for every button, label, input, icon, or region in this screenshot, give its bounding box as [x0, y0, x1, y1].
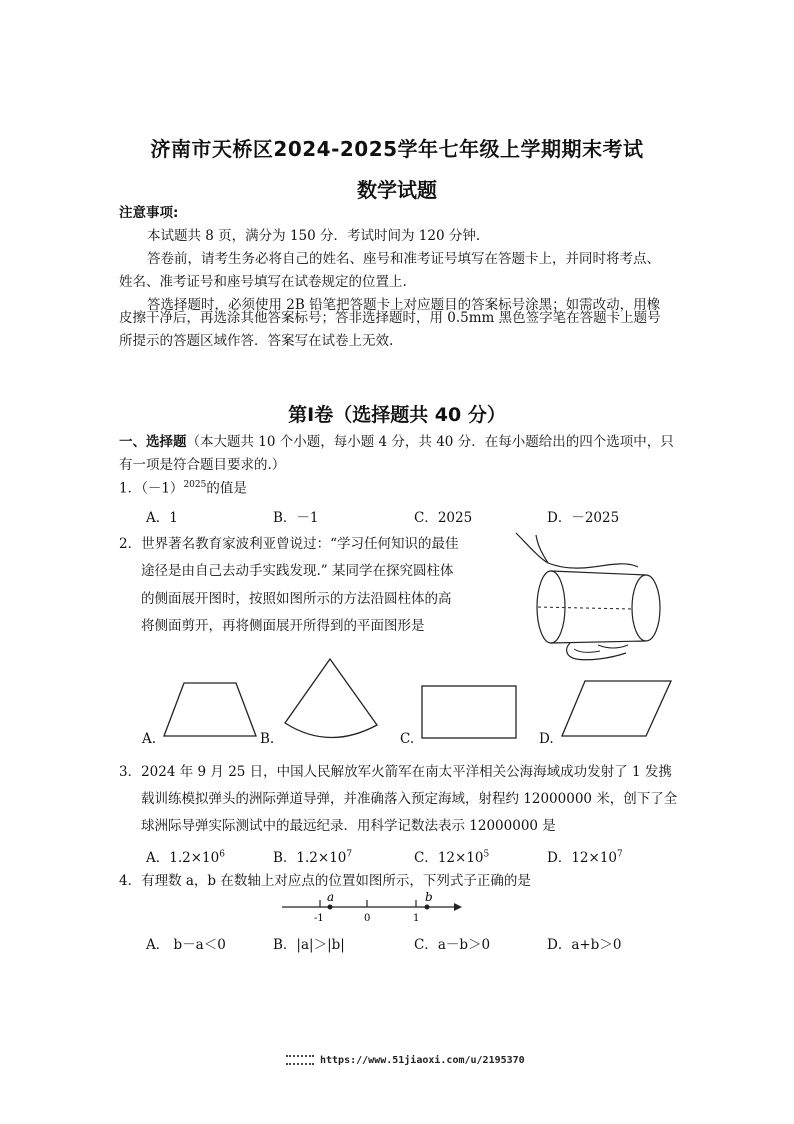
q1-prefix: 1．（－1）	[119, 480, 184, 497]
part-title: 第Ⅰ卷（选择题共 40 分）	[288, 404, 506, 426]
q2-option-b: B.	[260, 731, 275, 747]
q2-line: 途径是由自己去动手实践发现.” 某同学在探究圆柱体	[141, 563, 454, 579]
point-label-b: b	[425, 890, 433, 904]
notice-line: 所提示的答题区域作答．答案写在试卷上无效.	[119, 333, 394, 349]
page-subtitle: 数学试题	[357, 178, 437, 202]
q1-option-b: B．－1	[273, 510, 319, 526]
notice-line: 姓名、准考证号和座号填写在试卷规定的位置上.	[119, 274, 407, 290]
tick-label-minus1: -1	[314, 913, 324, 924]
notice-line: 皮擦干净后，再选涂其他答案标号；答非选择题时，用 0.5mm 黑色签字笔在答题卡上题号	[119, 310, 661, 326]
q3-option-b: B．$1.2\times 10^7$	[273, 849, 353, 866]
tick-label-1: 1	[413, 913, 420, 924]
question-1	[119, 481, 247, 496]
section-desc-line2: 有一项是符合题目要求的.）	[119, 457, 286, 473]
q3-option-c: C．$12\times 10^5$	[414, 849, 490, 866]
logo-icon	[286, 1055, 314, 1065]
q2-line: 将侧面剪开，再将侧面展开所得到的平面图形是	[141, 618, 425, 634]
notice-line: 答卷前，请考生务必将自己的姓名、座号和准考证号填写在答题卡上，并同时将考点、	[147, 251, 660, 267]
number-line	[280, 890, 470, 926]
q2-option-c: C.	[400, 731, 415, 747]
q2-option-a: A.	[142, 731, 157, 747]
parallelogram-icon	[560, 678, 675, 742]
section-label: 一、选择题	[119, 434, 187, 450]
trapezoid-icon	[160, 680, 260, 740]
q3-option-d: D．$12\times 10^7$	[547, 849, 623, 866]
rectangle-icon	[420, 684, 520, 744]
q4-text: 4．有理数 a，b 在数轴上对应点的位置如图所示，下列式子正确的是	[119, 873, 531, 889]
q1-suffix: 的值是	[206, 480, 247, 497]
section-desc: （本大题共 10 个小题，每小题 4 分，共 40 分．在每小题给出的四个选项中，只	[186, 434, 674, 450]
q2-line: 2．世界著名教育家波利亚曾说过：“学习任何知识的最佳	[119, 536, 459, 552]
q2-option-d: D.	[539, 731, 554, 747]
sector-icon	[283, 657, 383, 737]
q4-option-b: B．|a|＞|b|	[273, 937, 345, 953]
footer-url: https://www.51jiaoxi.com/u/2195370	[320, 1055, 525, 1066]
q3-line: 载训练模拟弹头的洲际弹道导弹，并准确落入预定海域，射程约 12000000 米，创下了全	[141, 791, 678, 807]
q1-option-d: D．－2025	[547, 510, 620, 526]
footer-link[interactable]	[286, 1055, 525, 1066]
q2-line: 的侧面展开图时，按照如图所示的方法沿圆柱体的高	[141, 591, 452, 607]
page-title: 济南市天桥区2024-2025学年七年级上学期期末考试	[150, 137, 644, 161]
q1-option-a: A．1	[146, 510, 178, 526]
q3-option-a: A．$1.2\times 10^6$	[146, 849, 225, 866]
notice-line: 答选择题时，必须使用 2B 铅笔把答题卡上对应题目的答案标号涂黑；如需改动，用橡	[147, 297, 661, 313]
point-label-a: a	[327, 890, 335, 904]
q4-option-a: A． b－a＜0	[146, 937, 226, 953]
notice-line: 本试题共 8 页，满分为 150 分．考试时间为 120 分钟.	[147, 228, 481, 244]
tick-label-0: 0	[364, 913, 371, 924]
q1-exponent: 2025	[183, 480, 207, 490]
section-intro	[119, 436, 674, 450]
q1-option-c: C．2025	[414, 510, 473, 526]
q3-line: 球洲际导弹实际测试中的最远纪录．用科学记数法表示 12000000 是	[141, 818, 556, 834]
q3-line: 3．2024 年 9 月 25 日，中国人民解放军火箭军在南太平洋相关公海海域成功发射了 1 发携	[119, 764, 672, 780]
notice-heading: 注意事项:	[119, 205, 179, 221]
q4-option-d: D．a+b＞0	[547, 937, 622, 953]
q4-option-c: C．a－b＞0	[414, 937, 491, 953]
cylinder-illustration	[508, 525, 668, 665]
